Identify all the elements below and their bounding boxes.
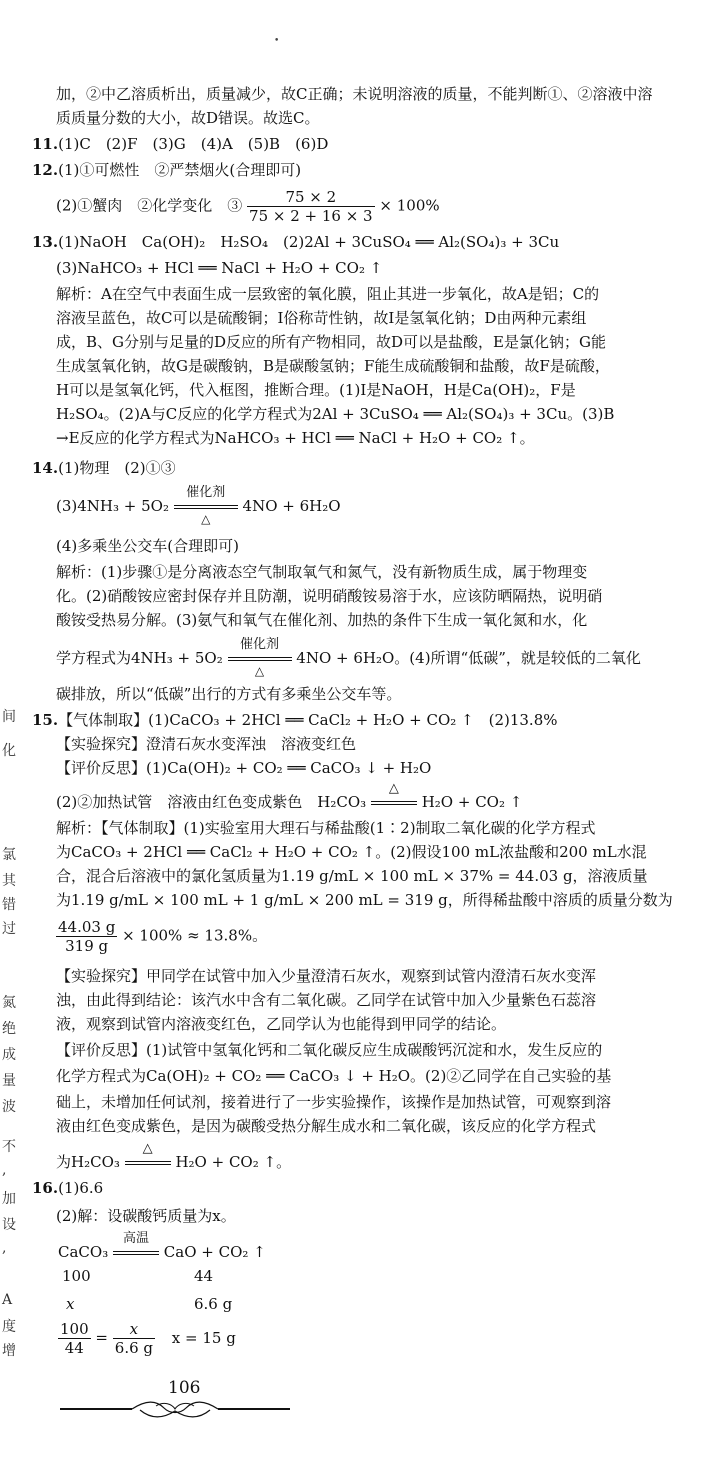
margin-char: 过 <box>2 921 16 937</box>
margin-char: 氮 <box>2 995 16 1011</box>
q13-analysis: 生成氢氧化钠，故G是碳酸钠，B是碳酸氢钠；F能生成硫酸铜和盐酸，故F是硫酸， <box>56 357 610 375</box>
q11-answer: (1)C (2)F (3)G (4)A (5)B (6)D <box>58 135 329 153</box>
q15-line3: 【评价反思】(1)Ca(OH)₂ + CO₂ ══ CaCO₃ ↓ + H₂O <box>56 759 432 777</box>
q16-answer-1: (1)6.6 <box>58 1179 104 1197</box>
page-number: 106 <box>168 1378 201 1398</box>
q15-analysis: 解析：【气体制取】(1)实验室用大理石与稀盐酸(1∶2)制取二氧化碳的化学方程式 <box>56 819 596 837</box>
margin-char: 间 <box>2 709 16 725</box>
q15-analysis: 为1.19 g/mL × 100 mL + 1 g/mL × 200 mL = 319 g，所得稀盐酸中溶质的质量分数为 <box>56 891 673 909</box>
margin-char: 其 <box>2 873 16 889</box>
q15-eq-right: H₂O + CO₂ ↑ <box>421 793 523 811</box>
q13-answer-1: (1)NaOH Ca(OH)₂ H₂SO₄ (2)2Al + 3CuSO₄ ══ Al₂(SO₄)₃ + 3Cu <box>58 233 560 251</box>
q12-fraction: $\frac{75 \times 2}{75 \times 2 + 16 \times 3}$ <box>249 188 373 225</box>
q15-line1 <box>32 710 558 730</box>
reaction-condition: 催化剂 △ <box>174 497 238 517</box>
q15-explore: 础上，未增加任何试剂，接着进行了一步实验操作，该操作是加热试管，可观察到溶 <box>56 1093 612 1111</box>
q13-analysis: H可以是氢氧化钙，代入框图，推断合理。(1)I是NaOH，H是Ca(OH)₂，F是 <box>56 381 576 399</box>
q11-number: 11. <box>32 135 59 153</box>
q15-explore: 化学方程式为Ca(OH)₂ + CO₂ ══ CaCO₃ ↓ + H₂O。(2)②乙同学在自己实验的基 <box>56 1067 612 1085</box>
q16-line1 <box>32 1178 103 1198</box>
margin-char: 成 <box>2 1047 16 1063</box>
q16-ratio-x: x <box>66 1295 75 1313</box>
q14-eq-left: 学方程式为4NH₃ + 5O₂ <box>56 649 223 667</box>
q11 <box>32 134 328 154</box>
q15-analysis: 合，混合后溶液中的氯化氢质量为1.19 g/mL × 100 mL × 37% = 44.03 g，溶液质量 <box>56 867 648 885</box>
q15-line2: 【实验探究】澄清石灰水变浑浊 溶液变红色 <box>56 735 357 753</box>
q16-ratio-a: 100 <box>62 1267 91 1285</box>
q13-analysis: 解析：A在空气中表面生成一层致密的氧化膜，阻止其进一步氧化，故A是铝；C的 <box>56 285 600 303</box>
q15-fraction: $\frac{44.03 g}{319 g}$ <box>58 918 116 955</box>
q15-explore: 液，观察到试管内溶液变红色，乙同学认为也能得到甲同学的结论。 <box>56 1015 507 1033</box>
q15-fraction-line <box>56 918 267 955</box>
margin-char: 增 <box>2 1343 16 1359</box>
q16-eq-right: CaO + CO₂ ↑ <box>163 1243 266 1261</box>
q13-analysis: 成，B、G分别与足量的D反应的所有产物相同，故D可以是盐酸，E是氯化钠；G能 <box>56 333 606 351</box>
margin-char: , <box>2 1240 7 1256</box>
q15-analysis: 为CaCO₃ + 2HCl ══ CaCl₂ + H₂O + CO₂ ↑。(2)假设100 mL浓盐酸和200 mL水混 <box>56 843 647 861</box>
reaction-condition: 高温 <box>113 1243 159 1263</box>
q13-line2: (3)NaHCO₃ + HCl ══ NaCl + H₂O + CO₂ ↑ <box>56 259 383 277</box>
margin-char: 设 <box>2 1217 16 1233</box>
q14-analysis: 解析：(1)步骤①是分离液态空气制取氧气和氮气，没有新物质生成，属于物理变 <box>56 563 588 581</box>
q16-result: x = 15 g <box>171 1328 236 1347</box>
q14-line2 <box>56 485 341 526</box>
q14-answer-1: (1)物理 (2)①③ <box>58 459 176 477</box>
reaction-condition: 催化剂 △ <box>228 649 292 669</box>
margin-char: 波 <box>2 1099 16 1115</box>
q16-equation <box>58 1231 266 1263</box>
q16-fraction-right: $\frac{x}{6.6 g}$ <box>114 1320 154 1357</box>
q12-percent: × 100% <box>379 196 440 215</box>
reaction-condition: △ <box>125 1153 171 1173</box>
q12-answer-b: (2)①蟹肉 ②化学变化 ③ <box>56 196 243 215</box>
q15-explore: 【实验探究】甲同学在试管中加入少量澄清石灰水，观察到试管内澄清石灰水变浑 <box>56 967 597 985</box>
margin-char: 氯 <box>2 847 16 863</box>
q16-number: 16. <box>32 1179 59 1197</box>
q12-number: 12. <box>32 161 59 179</box>
text-line: 加，②中乙溶质析出，质量减少，故C正确；未说明溶液的质量，不能判断①、②溶液中溶 <box>56 85 653 103</box>
margin-char: 度 <box>2 1319 16 1335</box>
margin-char: 化 <box>2 743 16 759</box>
q12-line1 <box>32 160 301 180</box>
q14-line1 <box>32 458 176 478</box>
margin-char: 加 <box>2 1191 16 1207</box>
q12-line2 <box>56 188 440 225</box>
page-ornament <box>60 1398 290 1424</box>
margin-char: A <box>2 1292 13 1308</box>
q13-analysis: H₂SO₄。(2)A与C反应的化学方程式为2Al + 3CuSO₄ ══ Al₂(SO₄)₃ + 3Cu。(3)B <box>56 405 615 423</box>
q16-line2: (2)解：设碳酸钙质量为x。 <box>56 1207 236 1225</box>
q15-explore: 液由红色变成紫色，是因为碳酸受热分解生成水和二氧化碳，该反应的化学方程式 <box>56 1117 597 1135</box>
q15-line4 <box>56 781 523 813</box>
q12-answer-a: (1)①可燃性 ②严禁烟火(合理即可) <box>58 161 302 179</box>
q16-proportion <box>58 1320 236 1357</box>
margin-char: , <box>2 1162 7 1178</box>
q14-eq-right: 4NO + 6H₂O。(4)所谓“低碳”，就是较低的二氧化 <box>296 649 641 667</box>
margin-char: 量 <box>2 1073 16 1089</box>
text-line: 质质量分数的大小，故D错误。故选C。 <box>56 109 320 127</box>
reaction-condition: △ <box>371 793 417 813</box>
scan-dot: • <box>274 36 280 46</box>
q16-eq-left: CaCO₃ <box>58 1243 109 1261</box>
q15-number: 15. <box>32 711 59 729</box>
q15-explore: 浊，由此得到结论：该汽水中含有二氧化碳。乙同学在试管中加入少量紫色石蕊溶 <box>56 991 597 1009</box>
q14-analysis: 碳排放，所以“低碳”出行的方式有多乘坐公交车等。 <box>56 685 402 703</box>
q16-fraction-left: $\frac{100}{44}$ <box>60 1320 89 1357</box>
q14-eq-left: (3)4NH₃ + 5O₂ <box>56 497 169 515</box>
margin-char: 错 <box>2 897 16 913</box>
q14-number: 14. <box>32 459 59 477</box>
q15-eq-left: (2)②加热试管 溶液由红色变成紫色 H₂CO₃ <box>56 793 367 811</box>
q13-analysis: →E反应的化学方程式为NaHCO₃ + HCl ══ NaCl + H₂O + CO₂ ↑。 <box>56 429 535 447</box>
q13-line1 <box>32 232 559 252</box>
q16-equals: = <box>95 1328 108 1347</box>
q14-analysis: 酸铵受热易分解。(3)氨气和氧气在催化剂、加热的条件下生成一氧化氮和水，化 <box>56 611 588 629</box>
q15-eq-right: H₂O + CO₂ ↑。 <box>175 1153 292 1171</box>
q14-analysis-eq <box>56 637 641 678</box>
q15-eq-left: 为H₂CO₃ <box>56 1153 120 1171</box>
q13-analysis: 溶液呈蓝色，故C可以是硫酸铜；I俗称苛性钠，故I是氢氧化钠；D由两种元素组 <box>56 309 587 327</box>
q14-eq-right: 4NO + 6H₂O <box>242 497 341 515</box>
q15-last-eq <box>56 1141 292 1173</box>
q14-line3: (4)多乘坐公交车(合理即可) <box>56 537 239 555</box>
q13-number: 13. <box>32 233 59 251</box>
q14-analysis: 化。(2)硝酸铵应密封保存并且防潮，说明硝酸铵易溶于水，应该防晒隔热，说明硝 <box>56 587 603 605</box>
q15-fraction-result: × 100% ≈ 13.8%。 <box>122 926 268 945</box>
margin-char: 不 <box>2 1139 16 1155</box>
q16-ratio-b: 44 <box>194 1267 214 1285</box>
q15-answer-1: 【气体制取】(1)CaCO₃ + 2HCl ══ CaCl₂ + H₂O + CO₂ ↑ (2)13.8% <box>58 711 558 729</box>
q15-explore: 【评价反思】(1)试管中氢氧化钙和二氧化碳反应生成碳酸钙沉淀和水，发生反应的 <box>56 1041 603 1059</box>
margin-char: 绝 <box>2 1021 16 1037</box>
q16-ratio-mass: 6.6 g <box>194 1295 233 1313</box>
